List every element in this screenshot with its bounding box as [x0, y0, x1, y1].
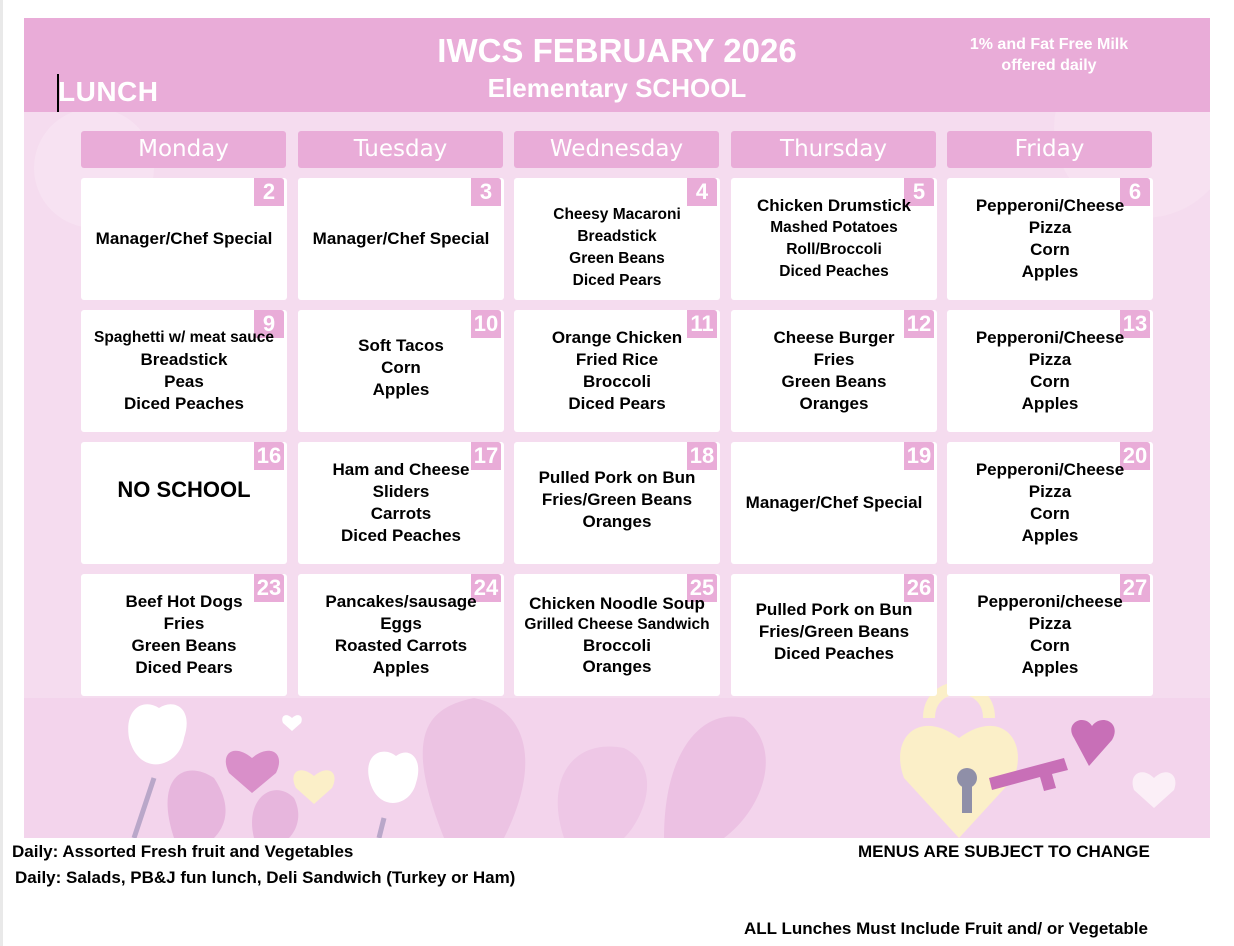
menu-items: [947, 574, 1153, 696]
page-subtitle: Elementary SCHOOL: [487, 73, 747, 103]
menu-item: Corn: [1030, 636, 1070, 655]
menu-cell: [731, 574, 937, 696]
menu-item: Apples: [1021, 262, 1079, 281]
menu-item: Pepperoni/Cheese: [975, 196, 1125, 215]
menu-item: Pizza: [1028, 482, 1072, 501]
menu-item: Apples: [1021, 658, 1079, 677]
menu-cell: [514, 178, 720, 300]
day-number: 26: [904, 574, 934, 602]
menu-items: [81, 574, 287, 696]
menu-cell: [81, 178, 287, 300]
menu-item: Eggs: [380, 614, 422, 633]
menu-item: Beef Hot Dogs: [125, 592, 243, 611]
menu-item: Manager/Chef Special: [745, 493, 923, 512]
menu-item: Sliders: [372, 482, 430, 501]
menu-cell: [298, 310, 504, 432]
menu-cell: [81, 310, 287, 432]
menu-item: Orange Chicken: [551, 328, 683, 347]
menu-cell: [731, 442, 937, 564]
menu-item: Chicken Noodle Soup: [529, 594, 705, 613]
menu-item: Diced Pears: [568, 394, 666, 413]
menu-item: Pepperoni/Cheese: [975, 460, 1125, 479]
menu-item: Diced Pears: [135, 658, 233, 677]
day-header-tuesday: Tuesday: [298, 131, 503, 168]
menu-cell: [731, 310, 937, 432]
menu-item: Breadstick: [140, 350, 228, 369]
menu-item: Fries: [813, 350, 855, 369]
menu-item: Fries/Green Beans: [541, 490, 693, 509]
day-header-thursday: Thursday: [731, 131, 936, 168]
menu-items: [298, 310, 504, 432]
menu-cell: [947, 574, 1153, 696]
menu-item: Fries: [163, 614, 205, 633]
menu-item: Corn: [1030, 372, 1070, 391]
day-number: 2: [254, 178, 284, 206]
menu-items: [947, 178, 1153, 300]
menu-item: Cheesy Macaroni: [553, 206, 681, 223]
menu-item: Breadstick: [577, 228, 657, 245]
day-number: 4: [687, 178, 717, 206]
menu-items: [81, 310, 287, 432]
menu-item: Green Beans: [131, 636, 237, 655]
menu-item: Mashed Potatoes: [770, 219, 898, 236]
day-number: 23: [254, 574, 284, 602]
daily-note-options: Daily: Salads, PB&J fun lunch, Deli Sandwich (Turkey or Ham): [15, 868, 516, 887]
menu-items: [947, 310, 1153, 432]
menu-items: [514, 310, 720, 432]
lunch-label: LUNCH: [58, 76, 159, 107]
day-header-wednesday: Wednesday: [514, 131, 719, 168]
menu-item: Pepperoni/cheese: [977, 592, 1123, 611]
day-number: 13: [1120, 310, 1150, 338]
day-number: 24: [471, 574, 501, 602]
menu-items: [731, 178, 937, 300]
menu-item: Diced Peaches: [779, 263, 889, 280]
day-number: 3: [471, 178, 501, 206]
menu-item: Fries/Green Beans: [758, 622, 910, 641]
day-number: 11: [687, 310, 717, 338]
day-number: 25: [687, 574, 717, 602]
menu-cell: [947, 178, 1153, 300]
menu-items: [298, 442, 504, 564]
menu-item: Oranges: [799, 394, 869, 413]
menu-item: Grilled Cheese Sandwich: [524, 616, 710, 633]
day-header-friday: Friday: [947, 131, 1152, 168]
menu-item: Pancakes/sausage: [325, 592, 477, 611]
menu-item: Apples: [1021, 526, 1079, 545]
menu-cell: [731, 178, 937, 300]
daily-note-fruit: Daily: Assorted Fresh fruit and Vegetables: [12, 842, 354, 861]
menu-item: Pulled Pork on Bun: [538, 468, 696, 487]
menu-item: Cheese Burger: [773, 328, 895, 347]
day-number: 19: [904, 442, 934, 470]
menu-items: [514, 442, 720, 564]
day-number: 9: [254, 310, 284, 338]
menu-item: Fried Rice: [575, 350, 659, 369]
menu-item: Pizza: [1028, 614, 1072, 633]
day-number: 20: [1120, 442, 1150, 470]
menu-item: Oranges: [582, 512, 652, 531]
menu-cell: [81, 442, 287, 564]
menu-item: Diced Peaches: [773, 644, 894, 663]
menu-item: Pizza: [1028, 218, 1072, 237]
menu-item: Pulled Pork on Bun: [755, 600, 913, 619]
menu-item: Corn: [381, 358, 421, 377]
menu-cell: [514, 310, 720, 432]
menu-item: Manager/Chef Special: [312, 229, 490, 248]
menu-poster: [24, 18, 1210, 838]
menu-items: [947, 442, 1153, 564]
menu-cell: [298, 574, 504, 696]
menu-items: [81, 178, 287, 300]
menu-item: Diced Peaches: [340, 526, 461, 545]
requirement-note: ALL Lunches Must Include Fruit and/ or Vegetable: [744, 919, 1148, 938]
menu-item: Oranges: [582, 657, 652, 676]
menu-item: Pepperoni/Cheese: [975, 328, 1125, 347]
menu-items: [731, 442, 937, 564]
menu-item: NO SCHOOL: [117, 477, 251, 502]
day-number: 17: [471, 442, 501, 470]
menu-item: Ham and Cheese: [332, 460, 470, 479]
menu-item: Apples: [372, 380, 430, 399]
milk-note: 1% and Fat Free Milk offered daily: [969, 36, 1129, 74]
menu-item: Spaghetti w/ meat sauce: [93, 329, 275, 346]
menu-cell: [81, 574, 287, 696]
menu-item: Broccoli: [582, 372, 652, 391]
menu-cell: [514, 442, 720, 564]
menu-cell: [298, 178, 504, 300]
day-header-monday: Monday: [81, 131, 286, 168]
day-number: 27: [1120, 574, 1150, 602]
day-number: 10: [471, 310, 501, 338]
menu-items: [731, 310, 937, 432]
menu-item: Apples: [1021, 394, 1079, 413]
menu-items: [514, 574, 720, 696]
menu-items: [514, 178, 720, 300]
menu-item: Corn: [1030, 504, 1070, 523]
menu-item: Pizza: [1028, 350, 1072, 369]
day-number: 12: [904, 310, 934, 338]
disclaimer-note: MENUS ARE SUBJECT TO CHANGE: [858, 842, 1150, 861]
menu-item: Broccoli: [582, 636, 652, 655]
menu-item: Chicken Drumstick: [757, 196, 911, 215]
menu-cell: [947, 442, 1153, 564]
menu-items: [298, 574, 504, 696]
menu-items: [298, 178, 504, 300]
menu-item: Green Beans: [569, 250, 665, 267]
menu-item: Roasted Carrots: [334, 636, 468, 655]
day-number: 18: [687, 442, 717, 470]
menu-item: Soft Tacos: [358, 336, 444, 355]
menu-item: Diced Peaches: [123, 394, 244, 413]
menu-cell: [947, 310, 1153, 432]
menu-cell: [298, 442, 504, 564]
page-edge: [0, 0, 3, 946]
menu-item: Manager/Chef Special: [95, 229, 273, 248]
menu-cell: [514, 574, 720, 696]
menu-item: Apples: [372, 658, 430, 677]
day-number: 16: [254, 442, 284, 470]
menu-item: Roll/Broccoli: [786, 241, 882, 258]
page-title: IWCS FEBRUARY 2026: [437, 32, 797, 69]
menu-items: [81, 442, 287, 564]
menu-item: Carrots: [370, 504, 432, 523]
day-number: 5: [904, 178, 934, 206]
menu-item: Peas: [164, 372, 204, 391]
menu-item: Green Beans: [781, 372, 887, 391]
day-number: 6: [1120, 178, 1150, 206]
menu-item: Diced Pears: [572, 272, 662, 289]
menu-item: Corn: [1030, 240, 1070, 259]
menu-items: [731, 574, 937, 696]
